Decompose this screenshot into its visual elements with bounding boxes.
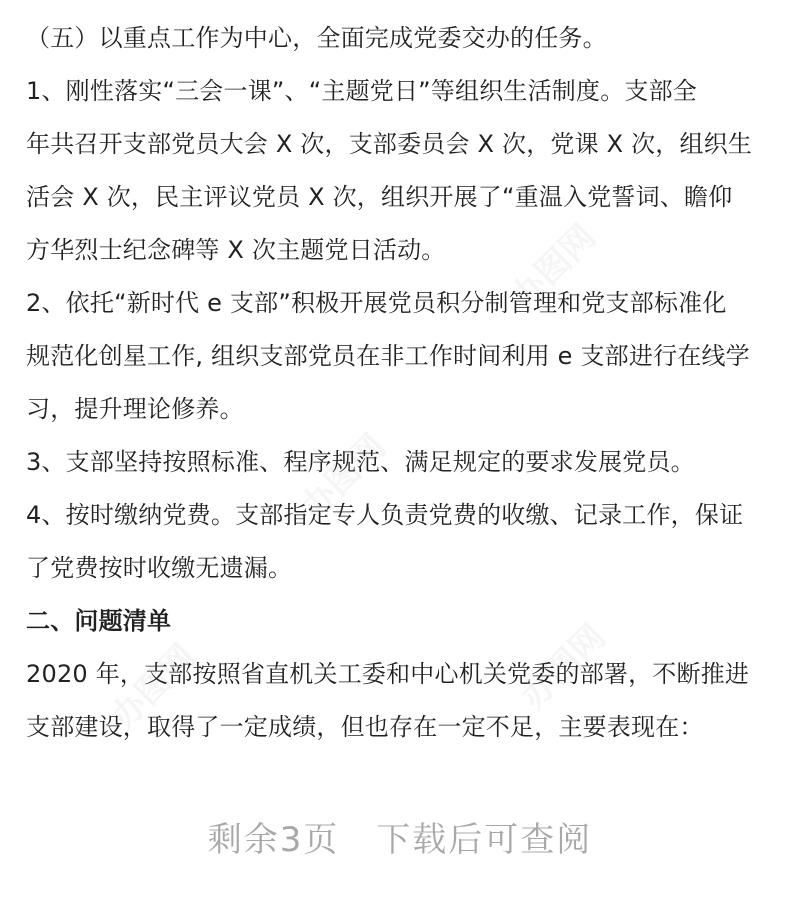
remaining-pages-notice[interactable]: 剩余3页 下载后可查阅	[207, 820, 593, 860]
paragraph-line: 规范化创星工作, 组织支部党员在非工作时间利用 e 支部进行在线学	[26, 342, 750, 370]
document-body	[26, 12, 786, 754]
paragraph-line: 3、支部坚持按照标准、程序规范、满足规定的要求发展党员。	[26, 448, 695, 476]
paragraph-line: 支部建设，取得了一定成绩，但也存在一定不足，主要表现在：	[26, 713, 704, 741]
paragraph-line: 1、刚性落实“三会一课”、“主题党日”等组织生活制度。支部全	[26, 77, 698, 105]
paragraph-line: 2020 年，支部按照省直机关工委和中心机关党委的部署，不断推进	[26, 660, 750, 688]
watermark: 办图网	[513, 616, 614, 718]
paragraph-line: 年共召开支部党员大会 X 次，支部委员会 X 次，党课 X 次，组织生	[26, 130, 753, 158]
paragraph-line: 方华烈士纪念碑等 X 次主题党日活动。	[26, 236, 446, 264]
section-title: 二、问题清单	[26, 607, 172, 635]
paragraph-line: 2、依托“新时代 e 支部”积极开展党员积分制管理和党支部标准化	[26, 289, 727, 317]
paragraph-line: 习，提升理论修养。	[26, 395, 244, 423]
paragraph-line: 4、按时缴纳党费。支部指定专人负责党费的收缴、记录工作，保证	[26, 501, 744, 529]
watermark: 办图网	[503, 216, 604, 318]
section-heading: （五）以重点工作为中心，全面完成党委交办的任务。	[26, 24, 607, 52]
watermark: 办图网	[293, 426, 394, 528]
paragraph-line: 了党费按时收缴无遗漏。	[26, 554, 293, 582]
paragraph-line: 活会 X 次，民主评议党员 X 次，组织开展了“重温入党誓词、瞻仰	[26, 183, 733, 211]
watermark: 办图网	[103, 636, 204, 738]
